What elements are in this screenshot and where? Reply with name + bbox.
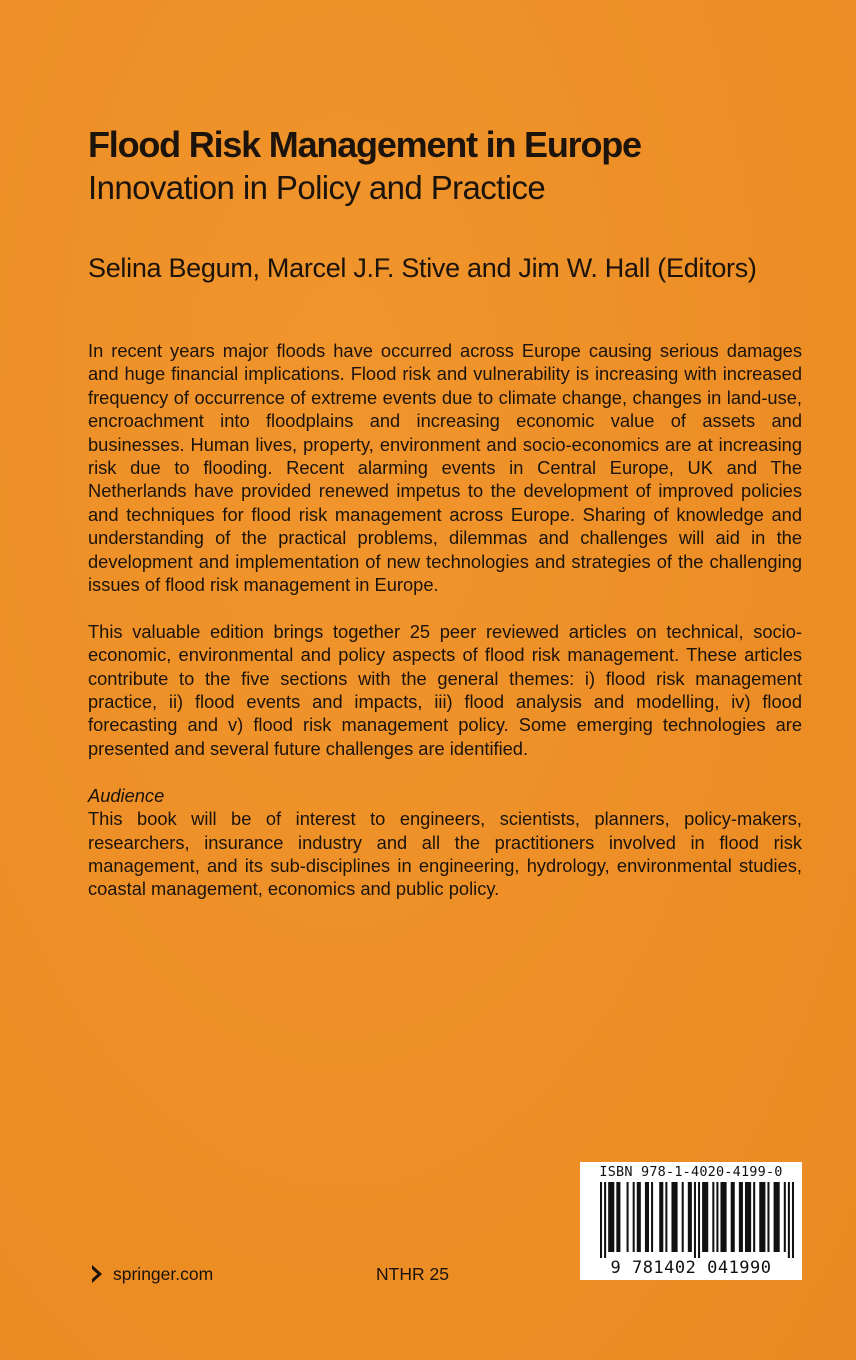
barcode-bar [784, 1182, 786, 1252]
book-editors: Selina Begum, Marcel J.F. Stive and Jim W. Hall (Editors) [88, 253, 757, 283]
book-title: Flood Risk Management in Europe [88, 124, 641, 165]
barcode-bar [600, 1182, 602, 1258]
barcode-bar [698, 1182, 700, 1258]
barcode-bar [651, 1182, 653, 1252]
chevron-right-icon [90, 1264, 104, 1284]
barcode-digits: 9 781402 041990 [610, 1258, 772, 1278]
barcode-bar [792, 1182, 794, 1258]
blurb [88, 339, 802, 901]
isbn-label: ISBN 978-1-4020-4199-0 [599, 1164, 783, 1180]
barcode-bar [731, 1182, 735, 1252]
barcode-bar [788, 1182, 790, 1258]
barcode-bar [616, 1182, 620, 1252]
barcode-bar [637, 1182, 641, 1252]
barcode-bar [774, 1182, 780, 1252]
barcode-bar [745, 1182, 751, 1252]
book-subtitle: Innovation in Policy and Practice [88, 169, 546, 206]
springer-link-text[interactable]: springer.com [113, 1264, 214, 1284]
blurb-paragraph-1: In recent years major floods have occurred across Europe causing serious damages and huge financial implications. Flood risk and vulnerability is increasing with increased frequency of occurrence of extreme events due to climate change, changes in land-use, encroachment into floodplains and increasing economic value of assets and businesses. Human lives, property, environment and socio-economics are at increasing risk due to flooding. Recent alarming events in Central Europe, UK and The Netherlands have provided renewed impetus to the development of improved policies and techniques for flood risk management across Europe. Sharing of knowledge and understanding of the practical problems, dilemmas and challenges will aid in the development and implementation of new technologies and strategies of the challenging issues of flood risk management in Europe. [88, 340, 802, 596]
barcode-bar [627, 1182, 629, 1252]
audience-text: This book will be of interest to engineers, scientists, planners, policy-makers, researchers, insurance industry and all the practitioners involved in flood risk management, and its sub-disciplines in engineering, hydrology, environmental studies, coastal management, economics and public policy. [88, 808, 802, 900]
springer-link[interactable] [90, 1262, 213, 1286]
barcode-bar [682, 1182, 684, 1252]
barcode-bar [665, 1182, 667, 1252]
barcode-bar [671, 1182, 677, 1252]
series-code: NTHR 25 [376, 1264, 449, 1284]
isbn-barcode-box [580, 1162, 802, 1280]
barcode-bar [702, 1182, 708, 1252]
blurb-paragraph-2: This valuable edition brings together 25 peer reviewed articles on technical, socio-economic, environmental and policy aspects of flood risk management. These articles contribute to the five sections with the general themes: i) flood risk management practice, ii) flood events and impacts, iii) flood analysis and modelling, iv) flood forecasting and v) flood risk management policy. Some emerging technologies are presented and several future challenges are identified. [88, 620, 802, 759]
barcode-bar [759, 1182, 765, 1252]
barcode-bar [659, 1182, 663, 1252]
audience-heading: Audience [88, 784, 165, 806]
barcode-bar [753, 1182, 755, 1252]
barcode-bar [716, 1182, 718, 1252]
barcode-bar [720, 1182, 726, 1252]
barcode-bar [608, 1182, 614, 1252]
barcode-bar [694, 1182, 696, 1258]
barcode-bar [767, 1182, 769, 1252]
barcode-bar [633, 1182, 635, 1252]
barcode-bar [645, 1182, 649, 1252]
barcode-bar [712, 1182, 714, 1252]
barcode-bar [688, 1182, 692, 1252]
barcode-image [586, 1182, 796, 1258]
barcode-bar [604, 1182, 606, 1258]
barcode-bar [739, 1182, 743, 1252]
